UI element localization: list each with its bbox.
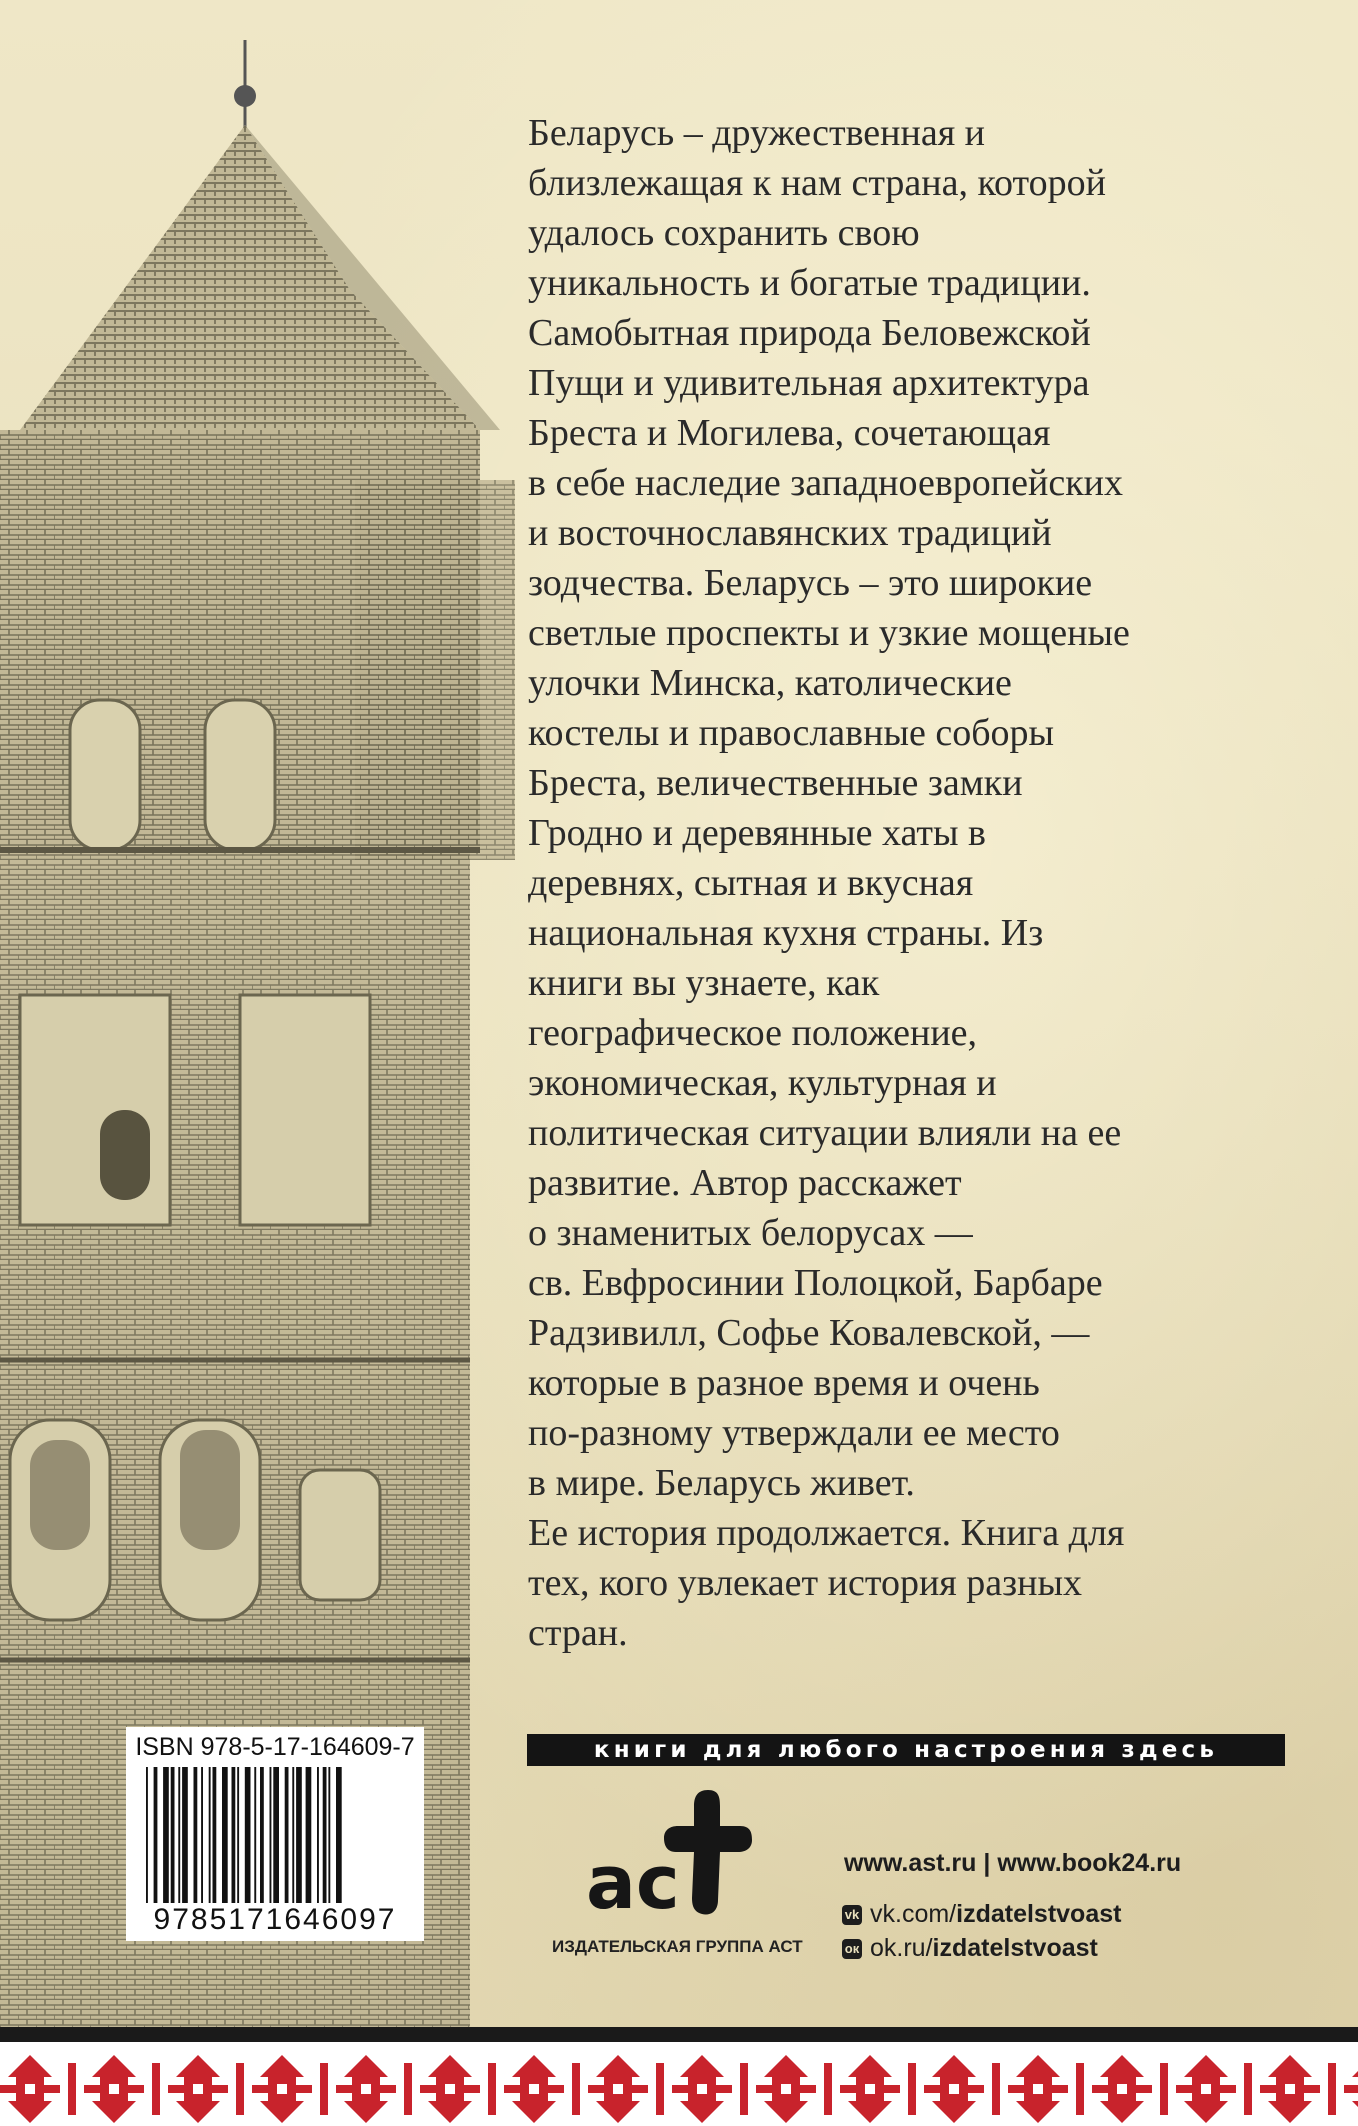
barcode-bar — [182, 1767, 188, 1903]
barcode-digits: 9785171646097 — [153, 1903, 397, 1936]
odnoklassniki-icon: ок — [842, 1939, 862, 1959]
barcode-bar — [146, 1767, 148, 1903]
ornament-motif — [840, 2055, 916, 2123]
vk-link[interactable] — [842, 1900, 1121, 1929]
ok-link[interactable] — [842, 1934, 1098, 1963]
barcode-bar — [194, 1767, 198, 1903]
barcode-bar — [260, 1767, 264, 1903]
publisher-caption: ИЗДАТЕЛЬСКАЯ ГРУППА АСТ — [552, 1937, 803, 1956]
ornament-motif — [336, 2055, 412, 2123]
barcode-bar — [317, 1767, 319, 1903]
ornament-motif — [672, 2055, 748, 2123]
barcode-bar — [209, 1767, 211, 1903]
ornament-motif — [504, 2055, 580, 2123]
ornament-motif — [588, 2055, 664, 2123]
barcode-bar — [154, 1767, 158, 1903]
ornament-motif — [924, 2055, 1000, 2123]
vk-icon: vk — [842, 1905, 862, 1925]
barcode-bar — [178, 1767, 180, 1903]
ornament-motif — [252, 2055, 328, 2123]
barcode-bar — [296, 1767, 302, 1903]
ornament-motif — [1176, 2055, 1252, 2123]
ast-logo-icon — [580, 1788, 768, 1918]
ornament-motif — [1008, 2055, 1084, 2123]
ornament-motif — [0, 2055, 76, 2123]
ok-link-prefix: ok.ru/ — [870, 1934, 933, 1962]
barcode-bar — [222, 1767, 228, 1903]
ornament-motif — [1260, 2055, 1336, 2123]
barcode-bar — [237, 1767, 239, 1903]
castle-tower-illustration — [0, 0, 520, 2030]
barcode-bar — [273, 1767, 279, 1903]
ornament-motif — [1344, 2055, 1358, 2123]
isbn-barcode-block — [126, 1727, 424, 1941]
ornament-band — [0, 2027, 1358, 2126]
isbn-label: ISBN 978-5-17-164609-7 — [135, 1733, 415, 1761]
barcode-bar — [245, 1767, 251, 1903]
ornament-motif — [168, 2055, 244, 2123]
barcode — [142, 1767, 408, 1903]
ast-logo-letters: ас — [586, 1840, 680, 1918]
tagline-banner: книги для любого настроения здесь — [527, 1734, 1285, 1766]
ok-link-handle: izdatelstvoast — [932, 1934, 1098, 1962]
publisher-websites[interactable]: www.ast.ru | www.book24.ru — [844, 1849, 1182, 1877]
ornament-motif — [420, 2055, 496, 2123]
ornament-border-line — [0, 2027, 1358, 2042]
barcode-bar — [163, 1767, 169, 1903]
barcode-bar — [323, 1767, 327, 1903]
ornament-motif — [756, 2055, 832, 2123]
barcode-bar — [306, 1767, 312, 1903]
book-annotation-text: Беларусь – дружественная и близлежащая к нам страна, которой удалось сохранить свою уникальность и богатые традиции. Самобытная природа Беловежской Пущи и удивительная архитектура Бреста и Могилева, сочетающая в себе наследие западноевропейских и восточнославянских традиций зодчества. Беларусь – это широкие светлые проспекты и узкие мощеные улочки Минска, католические костелы и православные соборы Бреста, величественные замки Гродно и деревянные хаты в деревнях, сытная и вкусная национальная кухня страны. Из книги вы узнаете, как географическое положение, экономическая, культурная и политическая ситуации влияли на ее развитие. Автор расскажет о знаменитых белорусах — св. Евфросинии Полоцкой, Барбаре Радзивилл, Софье Ковалевской, — которые в разное время и очень по-разному утверждали ее место в мире. Беларусь живет. Ее история продолжается. Книга для тех, кого увлекает история разных стран. — [528, 112, 1130, 1654]
barcode-bar — [201, 1767, 203, 1903]
ornament-motif — [1092, 2055, 1168, 2123]
ornament-motif — [84, 2055, 160, 2123]
barcode-bar — [270, 1767, 272, 1903]
barcode-bar — [232, 1767, 236, 1903]
vk-link-prefix: vk.com/ — [870, 1900, 957, 1928]
barcode-bar — [285, 1767, 289, 1903]
barcode-bar — [213, 1767, 217, 1903]
vk-link-handle: izdatelstvoast — [956, 1900, 1122, 1928]
barcode-bar — [292, 1767, 294, 1903]
barcode-bar — [336, 1767, 342, 1903]
barcode-bar — [254, 1767, 256, 1903]
barcode-bar — [328, 1767, 330, 1903]
belarusian-ornament — [0, 2049, 1358, 2126]
barcode-bar — [171, 1767, 175, 1903]
